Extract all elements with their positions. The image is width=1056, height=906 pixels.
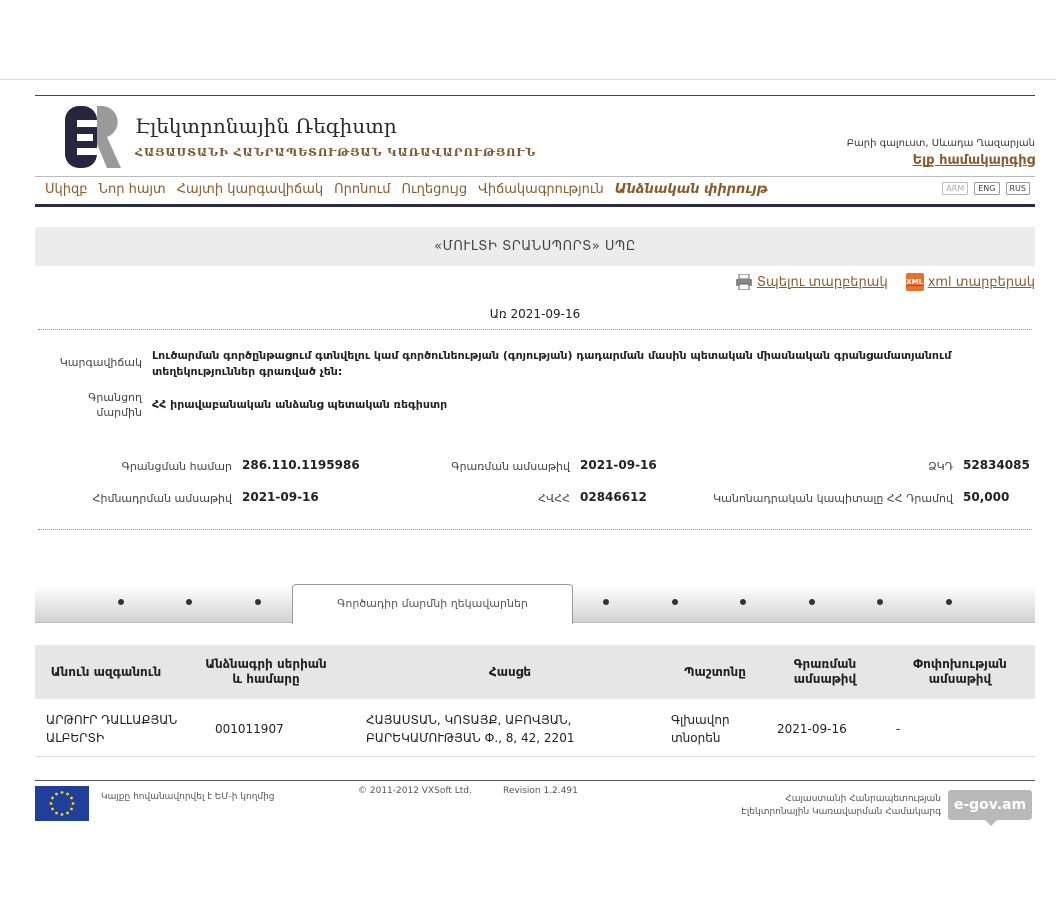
- reg-number-label: Գրանցման համար: [121, 460, 232, 473]
- col-record-date-header: Գրառման ամսաթիվ: [793, 657, 857, 686]
- gov-line-1: Հայաստանի Հանրապետության: [785, 794, 941, 804]
- tab-dot-2[interactable]: [186, 599, 192, 605]
- nav-personal-area[interactable]: Անձնական փիրույթ: [614, 182, 768, 197]
- welcome-text: Բարի գալուստ, Սևադա Ղազարյան: [846, 138, 1035, 149]
- enterprise-code-label: ՁԿԴ: [928, 460, 953, 473]
- site-header: [35, 95, 1035, 207]
- print-version-link[interactable]: [735, 273, 888, 291]
- site-subtitle: ՀԱՅԱՍՏԱՆԻ ՀԱՆՐԱՊԵՏՈՒԹՅԱՆ ԿԱՌԱՎԱՐՈՒԹՅՈՒՆ: [135, 146, 537, 159]
- lang-rus-button[interactable]: RUS: [1006, 182, 1031, 195]
- eu-flag-icon: [35, 786, 89, 821]
- main-nav: [45, 182, 779, 197]
- language-switcher: [942, 182, 1030, 195]
- tab-dot-7[interactable]: [809, 599, 815, 605]
- capital-value: 50,000: [963, 490, 1010, 504]
- download-links: [735, 273, 1035, 291]
- nav-bottom-bar: [35, 204, 1035, 207]
- col-name-header: Անուն ազգանուն: [50, 664, 162, 679]
- table-header: [35, 645, 1035, 699]
- col-change-date-header: Փոփոխության ամսաթիվ: [913, 657, 1007, 686]
- tab-dot-5[interactable]: [672, 599, 678, 605]
- nav-statistics[interactable]: Վիճակագրություն: [478, 182, 604, 197]
- reg-number-value: 286.110.1195986: [242, 458, 360, 472]
- company-name-band: «ՄՈՒԼՏԻ ՏՐԱՆՍՊՈՐՏ» ՍՊԸ: [35, 227, 1035, 266]
- er-logo-icon: [65, 106, 121, 168]
- gov-line-2: Էլեկտրոնային Կառավարման Համակարգ: [741, 807, 941, 817]
- tab-dot-9[interactable]: [946, 599, 952, 605]
- capital-label: Կանոնադրական կապիտալը ՀՀ Դրամով: [713, 492, 953, 505]
- nav-search[interactable]: Որոնում: [334, 182, 391, 197]
- row-record-date: 2021-09-16: [777, 722, 847, 736]
- eu-sponsor-text: Կայքը հովանավորվել է ԵՄ-ի կողմից: [101, 792, 275, 802]
- as-of-date: Առ 2021-09-16: [489, 307, 581, 321]
- founding-date-label: Հիմնադրման ամսաթիվ: [92, 492, 232, 505]
- logout-link[interactable]: Ելք համակարգից: [912, 153, 1035, 168]
- footer-rule: [35, 780, 1035, 781]
- top-divider: [0, 79, 1056, 80]
- row-position: Գլխավոր տնօրեն: [671, 713, 730, 745]
- site-title: Էլեկտրոնային Ռեգիստր: [135, 114, 397, 138]
- tab-dot-1[interactable]: [118, 599, 124, 605]
- row-address: ՀԱՅԱՍՏԱՆ, ԿՈՏԱՅՔ, ԱԲՈՎՅԱՆ, ԲԱՐԵԿԱՄՈՒԹՅԱՆ Փ., 8, 42, 2201: [366, 713, 575, 745]
- lang-arm-button[interactable]: ARM: [942, 182, 968, 195]
- record-date-label: Գրառման ամսաթիվ: [451, 460, 570, 473]
- nav-new-request[interactable]: Նոր հայտ: [98, 182, 166, 197]
- registering-body-value: ՀՀ իրավաբանական անձանց պետական ռեգիստր: [152, 398, 448, 411]
- tab-dot-3[interactable]: [255, 599, 261, 605]
- xml-version-label: xml տարբերակ: [927, 274, 1035, 290]
- record-date-value: 2021-09-16: [580, 458, 657, 472]
- info-bottom-divider: [38, 529, 1032, 530]
- row-divider: [35, 756, 1035, 757]
- printer-icon: [735, 274, 753, 290]
- revision-text: Revision 1.2.491: [503, 786, 578, 796]
- egov-logo-pointer: [985, 820, 997, 826]
- tab-dot-6[interactable]: [740, 599, 746, 605]
- tab-dot-4[interactable]: [603, 599, 609, 605]
- tab-executive-heads[interactable]: Գործադիր մարմնի ղեկավարներ: [292, 584, 573, 624]
- lang-eng-button[interactable]: ENG: [974, 182, 999, 195]
- registering-body-label: Գրանցող մարմին: [88, 391, 142, 419]
- print-version-label: Տպելու տարբերակ: [756, 274, 888, 290]
- nav-guide[interactable]: Ուղեցույց: [401, 182, 468, 197]
- info-top-divider: [38, 329, 1032, 330]
- copyright-text: © 2011-2012 VXSoft Ltd.: [358, 786, 472, 796]
- row-change-date: -: [896, 722, 901, 736]
- tab-dot-8[interactable]: [877, 599, 883, 605]
- enterprise-code-value: 52834085: [963, 458, 1030, 472]
- status-value: Լուծարման գործընթացում գտնվելու կամ գործունեության (գոյության) դադարման մասին պետական միասնական գրանցամատյանում տեղեկություններ գրառված չեն:: [152, 349, 952, 378]
- tin-value: 02846612: [580, 490, 647, 504]
- status-label: Կարգավիճակ: [59, 356, 142, 369]
- row-passport: 001011907: [215, 722, 284, 736]
- col-passport-header: Անձնագրի սերիան և համարը: [205, 657, 327, 686]
- egov-logo-link[interactable]: e-gov.am: [948, 790, 1032, 820]
- nav-top-rule: [35, 176, 1035, 177]
- col-position-header: Պաշտոնը: [684, 664, 746, 679]
- row-person-name: ԱՐԹՈՒՐ ԴԱԼԼԱՔՅԱՆ ԱԼԲԵՐՏԻ: [46, 713, 178, 745]
- founding-date-value: 2021-09-16: [242, 490, 319, 504]
- xml-version-link[interactable]: [906, 273, 1035, 291]
- xml-icon: XML: [906, 273, 924, 291]
- tin-label: ՀՎՀՀ: [538, 492, 570, 505]
- nav-home[interactable]: Սկիզբ: [45, 182, 88, 197]
- nav-request-status[interactable]: Հայտի կարգավիճակ: [176, 182, 324, 197]
- col-address-header: Հասցե: [488, 664, 532, 679]
